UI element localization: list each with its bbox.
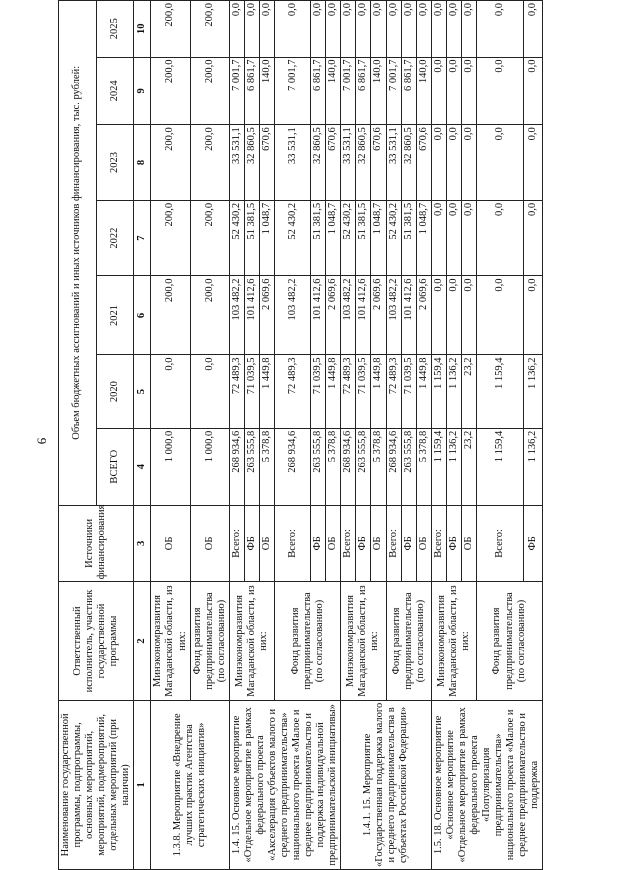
value-cell: 0,0 <box>476 125 523 201</box>
value-cell: 5 378,8 <box>259 428 274 505</box>
value-cell: 33 531,1 <box>229 125 244 201</box>
value-cell: 2 069,6 <box>371 276 386 355</box>
value-cell: 103 482,2 <box>386 276 401 355</box>
value-cell: 1 159,4 <box>476 428 523 505</box>
value-cell: 0,0 <box>461 125 476 201</box>
value-cell: 0,0 <box>371 1 386 58</box>
value-cell: 72 489,3 <box>341 355 356 428</box>
value-cell: 5 378,8 <box>326 428 341 505</box>
executor-cell: Минэкономразвития Магаданской области, из них: <box>151 582 190 700</box>
source-cell: ФБ <box>523 505 543 582</box>
value-cell: 1 159,4 <box>476 355 523 428</box>
value-cell: 7 001,7 <box>341 57 356 125</box>
value-cell: 0,0 <box>476 1 523 58</box>
table-row <box>229 1 244 870</box>
value-cell: 268 934,6 <box>274 428 310 505</box>
value-cell: 0,0 <box>523 1 543 58</box>
measure-name: 1.4.1. 15. Мероприятие «Государственная поддержка малого и среднего предпринимательства в субъектах Российской Федерации» <box>341 700 431 869</box>
value-cell: 1 136,2 <box>523 355 543 428</box>
value-cell: 0,0 <box>151 355 190 428</box>
source-cell: Всего: <box>274 505 310 582</box>
rotated-page <box>58 0 640 870</box>
value-cell: 0,0 <box>431 1 446 58</box>
executor-cell: Минэкономразвития Магаданской области, из них: <box>341 582 386 700</box>
value-cell: 0,0 <box>311 1 326 58</box>
value-cell: 140,0 <box>371 57 386 125</box>
column-number: 10 <box>134 1 151 58</box>
value-cell: 0,0 <box>446 125 461 201</box>
value-cell: 670,6 <box>259 125 274 201</box>
value-cell: 72 489,3 <box>229 355 244 428</box>
value-cell: 670,6 <box>326 125 341 201</box>
value-cell: 263 555,8 <box>311 428 326 505</box>
table-row <box>341 1 356 870</box>
source-cell: ОБ <box>461 505 476 582</box>
table-row <box>431 1 446 870</box>
source-cell: ФБ <box>356 505 371 582</box>
value-cell: 33 531,1 <box>274 125 310 201</box>
value-cell: 263 555,8 <box>401 428 416 505</box>
value-cell: 51 381,5 <box>244 200 259 276</box>
value-cell: 1 048,7 <box>326 200 341 276</box>
source-cell: Всего: <box>229 505 244 582</box>
value-cell: 0,0 <box>446 276 461 355</box>
value-cell: 1 449,8 <box>371 355 386 428</box>
value-cell: 5 378,8 <box>371 428 386 505</box>
column-number: 7 <box>134 200 151 276</box>
source-cell: Всего: <box>341 505 356 582</box>
source-cell: ОБ <box>151 505 190 582</box>
value-cell: 140,0 <box>259 57 274 125</box>
value-cell: 72 489,3 <box>386 355 401 428</box>
value-cell: 0,0 <box>431 276 446 355</box>
source-cell: ОБ <box>371 505 386 582</box>
measure-name: 1.5. 18. Основное мероприятие «Основное мероприятие «Отдельное мероприятие в рамках федерального проекта «Популяризация предпринимательства» национального проекта «Малое и среднее предпринимательство и поддержка <box>431 700 543 869</box>
value-cell: 0,0 <box>416 1 431 58</box>
value-cell: 6 861,7 <box>311 57 326 125</box>
source-cell: ОБ <box>259 505 274 582</box>
header-year: 2024 <box>96 57 134 125</box>
value-cell: 0,0 <box>523 125 543 201</box>
value-cell: 200,0 <box>151 1 190 58</box>
value-cell: 51 381,5 <box>401 200 416 276</box>
value-cell: 71 039,5 <box>356 355 371 428</box>
financing-table <box>58 0 543 870</box>
column-number-row <box>134 1 151 870</box>
value-cell: 1 159,4 <box>431 355 446 428</box>
value-cell: 1 048,7 <box>259 200 274 276</box>
value-cell: 268 934,6 <box>229 428 244 505</box>
value-cell: 101 412,6 <box>311 276 326 355</box>
value-cell: 51 381,5 <box>311 200 326 276</box>
executor-cell: Фонд развития предпринимательства (по согласованию) <box>190 582 229 700</box>
value-cell: 23,2 <box>461 428 476 505</box>
value-cell: 6 861,7 <box>244 57 259 125</box>
executor-cell: Фонд развития предпринимательства (по согласованию) <box>386 582 431 700</box>
value-cell: 101 412,6 <box>401 276 416 355</box>
executor-cell: Фонд развития предпринимательства (по согласованию) <box>476 582 542 700</box>
header-executor: Ответственный исполнитель, участник государственной программы <box>59 582 134 700</box>
value-cell: 0,0 <box>446 200 461 276</box>
value-cell: 0,0 <box>431 200 446 276</box>
value-cell: 1 048,7 <box>371 200 386 276</box>
value-cell: 670,6 <box>371 125 386 201</box>
value-cell: 200,0 <box>151 57 190 125</box>
value-cell: 7 001,7 <box>229 57 244 125</box>
value-cell: 6 861,7 <box>356 57 371 125</box>
value-cell: 0,0 <box>523 276 543 355</box>
value-cell: 200,0 <box>151 276 190 355</box>
value-cell: 32 860,5 <box>244 125 259 201</box>
source-cell: ФБ <box>446 505 461 582</box>
value-cell: 23,2 <box>461 355 476 428</box>
value-cell: 33 531,1 <box>386 125 401 201</box>
value-cell: 0,0 <box>461 1 476 58</box>
header-volume: Объем бюджетных ассигнований и иных источников финансирования, тыс. рублей: <box>59 1 97 506</box>
value-cell: 1 159,4 <box>431 428 446 505</box>
value-cell: 0,0 <box>274 1 310 58</box>
value-cell: 52 430,2 <box>341 200 356 276</box>
value-cell: 0,0 <box>476 57 523 125</box>
value-cell: 1 136,2 <box>523 428 543 505</box>
source-cell: Всего: <box>431 505 446 582</box>
column-number: 4 <box>134 428 151 505</box>
header-year: 2020 <box>96 355 134 428</box>
value-cell: 32 860,5 <box>401 125 416 201</box>
value-cell: 0,0 <box>461 57 476 125</box>
value-cell: 0,0 <box>326 1 341 58</box>
value-cell: 0,0 <box>259 1 274 58</box>
value-cell: 0,0 <box>476 200 523 276</box>
value-cell: 0,0 <box>446 57 461 125</box>
table-body <box>134 1 543 870</box>
header-source: Источники финансирования <box>59 505 134 582</box>
value-cell: 2 069,6 <box>326 276 341 355</box>
value-cell: 0,0 <box>229 1 244 58</box>
value-cell: 268 934,6 <box>386 428 401 505</box>
executor-cell: Фонд развития предпринимательства (по согласованию) <box>274 582 340 700</box>
value-cell: 263 555,8 <box>356 428 371 505</box>
header-year: 2022 <box>96 200 134 276</box>
value-cell: 0,0 <box>190 355 229 428</box>
value-cell: 1 048,7 <box>416 200 431 276</box>
value-cell: 101 412,6 <box>244 276 259 355</box>
value-cell: 0,0 <box>476 276 523 355</box>
column-number: 2 <box>134 582 151 700</box>
value-cell: 7 001,7 <box>274 57 310 125</box>
value-cell: 32 860,5 <box>311 125 326 201</box>
value-cell: 200,0 <box>190 276 229 355</box>
value-cell: 200,0 <box>190 1 229 58</box>
value-cell: 200,0 <box>151 200 190 276</box>
value-cell: 0,0 <box>356 1 371 58</box>
value-cell: 2 069,6 <box>259 276 274 355</box>
value-cell: 0,0 <box>431 57 446 125</box>
measure-name: 1.4. 15. Основное мероприятие «Отдельное мероприятие в рамках федерального проекта «Акселерация субъектов малого и среднего предпринимательства» национального проекта «Малое и среднее предпринимательство и поддержка индивидуальной предпринимательской инициативы» <box>229 700 341 869</box>
column-number: 9 <box>134 57 151 125</box>
value-cell: 0,0 <box>461 200 476 276</box>
header-year: ВСЕГО <box>96 428 134 505</box>
value-cell: 140,0 <box>326 57 341 125</box>
value-cell: 103 482,2 <box>229 276 244 355</box>
value-cell: 1 449,8 <box>326 355 341 428</box>
value-cell: 200,0 <box>190 200 229 276</box>
measure-name: 1.3.8. Мероприятие «Внедрение лучших практик Агентства стратегических инициатив» <box>151 700 229 869</box>
value-cell: 52 430,2 <box>274 200 310 276</box>
value-cell: 200,0 <box>190 57 229 125</box>
executor-cell: Минэкономразвития Магаданской области, из них: <box>431 582 476 700</box>
value-cell: 0,0 <box>401 1 416 58</box>
value-cell: 1 136,2 <box>446 355 461 428</box>
value-cell: 52 430,2 <box>229 200 244 276</box>
page-number: 9 <box>34 437 50 445</box>
value-cell: 140,0 <box>416 57 431 125</box>
value-cell: 1 449,8 <box>416 355 431 428</box>
value-cell: 0,0 <box>461 276 476 355</box>
header-year: 2025 <box>96 1 134 58</box>
value-cell: 0,0 <box>386 1 401 58</box>
source-cell: ФБ <box>244 505 259 582</box>
value-cell: 670,6 <box>416 125 431 201</box>
source-cell: ОБ <box>190 505 229 582</box>
source-cell: ФБ <box>311 505 326 582</box>
value-cell: 268 934,6 <box>341 428 356 505</box>
value-cell: 103 482,2 <box>341 276 356 355</box>
value-cell: 33 531,1 <box>341 125 356 201</box>
source-cell: Всего: <box>386 505 401 582</box>
value-cell: 0,0 <box>523 200 543 276</box>
column-number: 5 <box>134 355 151 428</box>
executor-cell: Минэкономразвития Магаданской области, из них: <box>229 582 274 700</box>
source-cell: Всего: <box>476 505 523 582</box>
value-cell: 71 039,5 <box>244 355 259 428</box>
value-cell: 101 412,6 <box>356 276 371 355</box>
column-number: 8 <box>134 125 151 201</box>
table-row <box>151 1 190 870</box>
value-cell: 71 039,5 <box>311 355 326 428</box>
value-cell: 72 489,3 <box>274 355 310 428</box>
value-cell: 103 482,2 <box>274 276 310 355</box>
value-cell: 0,0 <box>244 1 259 58</box>
value-cell: 0,0 <box>446 1 461 58</box>
column-number: 1 <box>134 700 151 869</box>
value-cell: 32 860,5 <box>356 125 371 201</box>
header-year: 2021 <box>96 276 134 355</box>
value-cell: 263 555,8 <box>244 428 259 505</box>
value-cell: 0,0 <box>341 1 356 58</box>
value-cell: 7 001,7 <box>386 57 401 125</box>
value-cell: 6 861,7 <box>401 57 416 125</box>
value-cell: 1 000,0 <box>151 428 190 505</box>
header-name: Наименование государственной программы, подпрограммы, основных мероприятий, мероприятий, подмероприятий, отдельных мероприятий (при наличии) <box>59 700 134 869</box>
value-cell: 5 378,8 <box>416 428 431 505</box>
source-cell: ОБ <box>326 505 341 582</box>
value-cell: 52 430,2 <box>386 200 401 276</box>
value-cell: 1 136,2 <box>446 428 461 505</box>
value-cell: 0,0 <box>523 57 543 125</box>
value-cell: 0,0 <box>431 125 446 201</box>
header-year: 2023 <box>96 125 134 201</box>
value-cell: 1 449,8 <box>259 355 274 428</box>
value-cell: 1 000,0 <box>190 428 229 505</box>
source-cell: ОБ <box>416 505 431 582</box>
value-cell: 200,0 <box>190 125 229 201</box>
source-cell: ФБ <box>401 505 416 582</box>
value-cell: 71 039,5 <box>401 355 416 428</box>
value-cell: 51 381,5 <box>356 200 371 276</box>
value-cell: 2 069,6 <box>416 276 431 355</box>
column-number: 6 <box>134 276 151 355</box>
column-number: 3 <box>134 505 151 582</box>
value-cell: 200,0 <box>151 125 190 201</box>
table-header <box>59 1 134 870</box>
